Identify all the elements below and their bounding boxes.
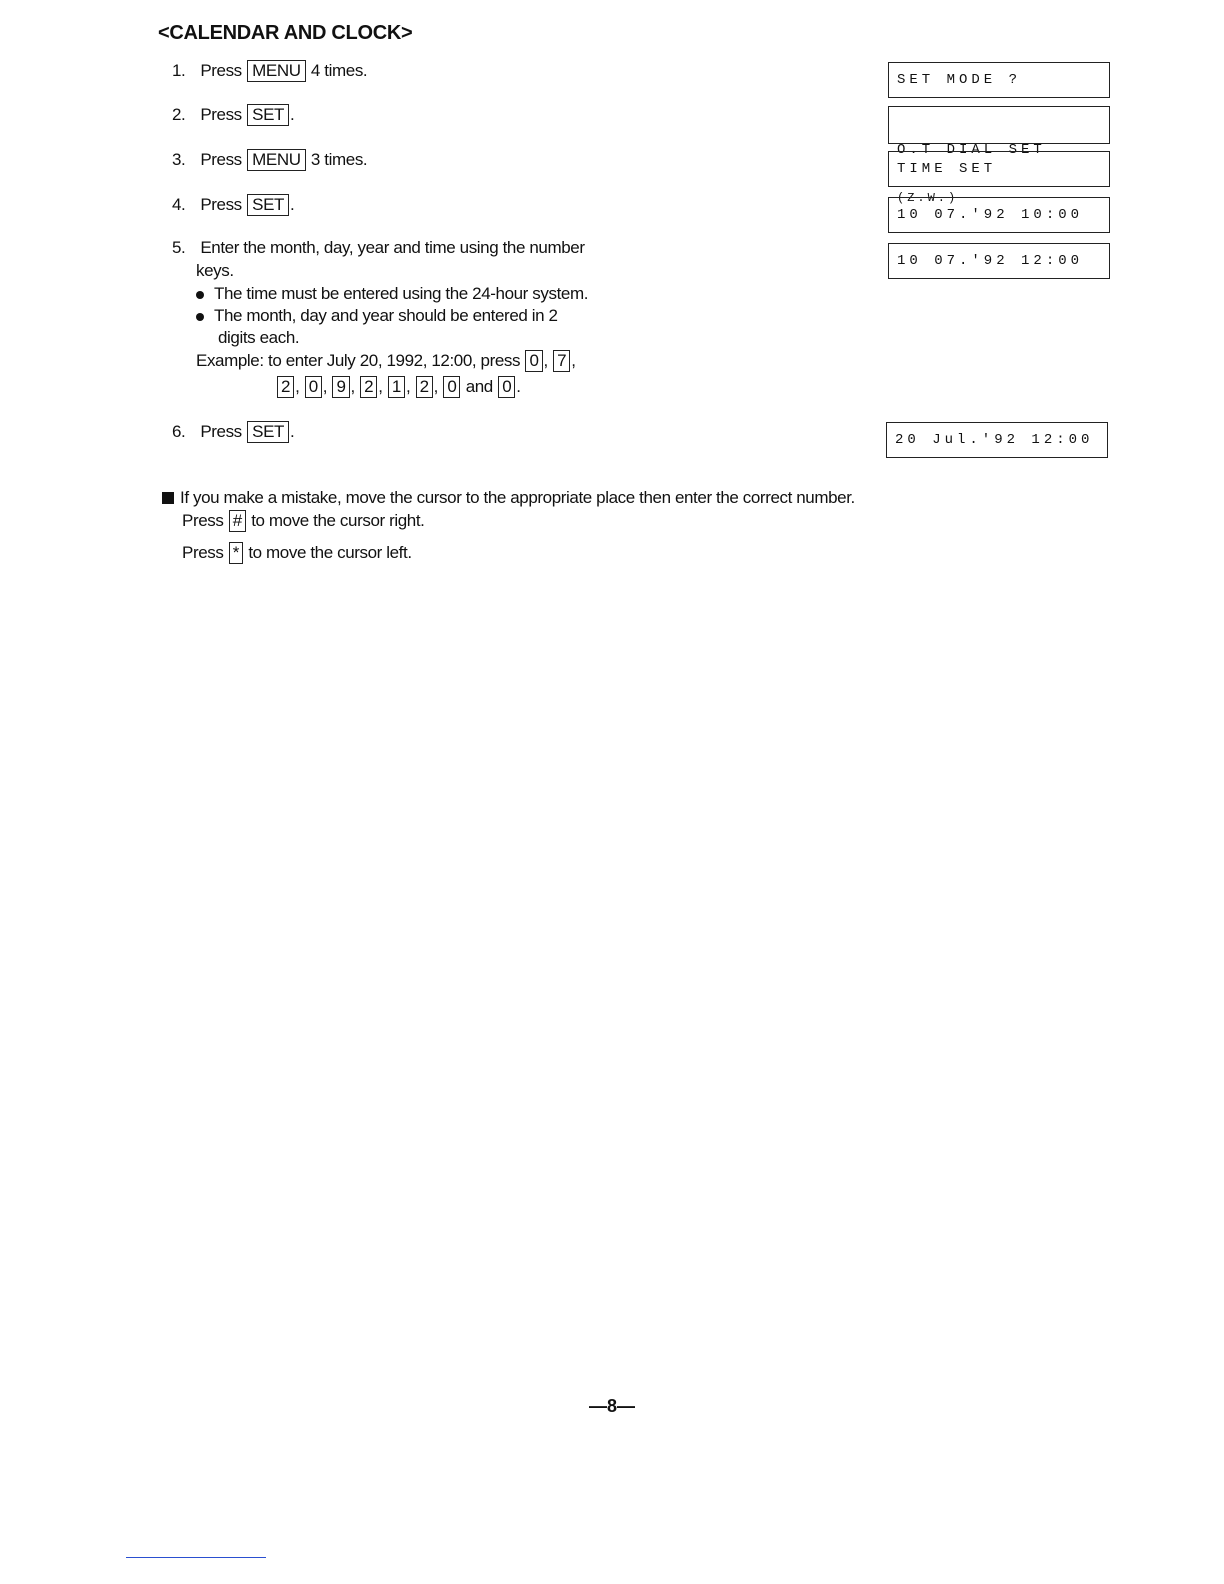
cursor-left-note — [182, 542, 412, 564]
and-text: and — [465, 377, 493, 396]
square-bullet-icon — [162, 492, 174, 504]
digit-key: 2 — [277, 376, 294, 398]
mistake-note — [162, 488, 855, 508]
comma: , — [405, 377, 411, 396]
step-text: 4 times. — [310, 61, 368, 80]
lcd-line: O.T DIAL SET — [897, 142, 1046, 158]
lcd-display: SET MODE ? — [888, 62, 1110, 98]
digit-key: 1 — [388, 376, 405, 398]
step-2 — [172, 104, 294, 126]
step-text: 3 times. — [310, 150, 368, 169]
page-title: <CALENDAR AND CLOCK> — [158, 22, 413, 44]
comma: , — [295, 377, 300, 396]
lcd-line: (Z.W.) — [897, 191, 959, 205]
step-number: 1. — [172, 61, 186, 80]
step-number: 4. — [172, 195, 186, 214]
lcd-display: 10 07.'92 10:00 — [888, 197, 1110, 233]
step-4 — [172, 194, 294, 216]
step-3 — [172, 149, 367, 171]
step-text: . — [290, 195, 295, 214]
step-number: 2. — [172, 105, 186, 124]
digit-key: 0 — [443, 376, 460, 398]
page-number: —8— — [588, 1396, 635, 1416]
example-line — [196, 350, 576, 372]
digit-key: 0 — [525, 350, 542, 372]
set-key: SET — [247, 421, 289, 443]
note-text: to move the cursor right. — [251, 511, 425, 530]
digit-key: 0 — [305, 376, 322, 398]
step-1 — [172, 60, 367, 82]
step-number: 6. — [172, 422, 186, 441]
note-text: to move the cursor left. — [248, 543, 412, 562]
digit-key: 7 — [553, 350, 570, 372]
decorative-rule — [126, 1557, 266, 1558]
bullet-text: The time must be entered using the 24-hour system. — [214, 284, 589, 303]
comma: , — [433, 377, 438, 396]
comma: , — [322, 377, 328, 396]
step-5-continued: keys. — [196, 261, 234, 280]
step-text: . — [290, 422, 295, 441]
digit-key: 0 — [498, 376, 515, 398]
comma: , — [350, 377, 355, 396]
comma: , — [543, 351, 548, 370]
bullet-text: The month, day and year should be entered in 2 — [214, 306, 558, 325]
step-text: Press — [200, 150, 242, 169]
set-key: SET — [247, 194, 289, 216]
lcd-display: TIME SET — [888, 151, 1110, 187]
step-text: Press — [200, 105, 242, 124]
example-label: Example: — [196, 351, 264, 370]
step-text: Press — [200, 61, 242, 80]
lcd-display: 10 07.'92 12:00 — [888, 243, 1110, 279]
menu-key: MENU — [247, 60, 305, 82]
comma: , — [378, 377, 383, 396]
set-key: SET — [247, 104, 289, 126]
note-text: Press — [182, 543, 224, 562]
bullet-item — [196, 284, 588, 304]
step-text: Press — [200, 195, 242, 214]
bullet-icon — [196, 313, 204, 321]
menu-key: MENU — [247, 149, 305, 171]
lcd-display: 20 Jul.'92 12:00 — [886, 422, 1108, 458]
note-text: If you make a mistake, move the cursor to the appropriate place then enter the correct number. — [180, 488, 855, 507]
bullet-item — [196, 306, 558, 326]
step-6 — [172, 421, 294, 443]
note-text: Press — [182, 511, 224, 530]
step-text: . — [290, 105, 295, 124]
step-5 — [172, 238, 585, 258]
digit-key: 9 — [332, 376, 349, 398]
step-number: 5. — [172, 238, 186, 257]
digit-key: 2 — [360, 376, 377, 398]
step-number: 3. — [172, 150, 186, 169]
comma: , — [571, 351, 576, 370]
bullet-continued: digits each. — [218, 328, 300, 347]
step-text: Enter the month, day, year and time using the number — [200, 238, 585, 257]
hash-key: # — [229, 510, 246, 532]
step-text: Press — [200, 422, 242, 441]
example-text: to enter July 20, 1992, 12:00, press — [268, 351, 521, 370]
bullet-icon — [196, 291, 204, 299]
star-key: * — [229, 542, 243, 564]
digit-key: 2 — [416, 376, 433, 398]
example-keys: 2 , 0 , 9 , 2 , 1 , 2 , 0 and 0 . — [276, 376, 521, 398]
cursor-right-note — [182, 510, 425, 532]
